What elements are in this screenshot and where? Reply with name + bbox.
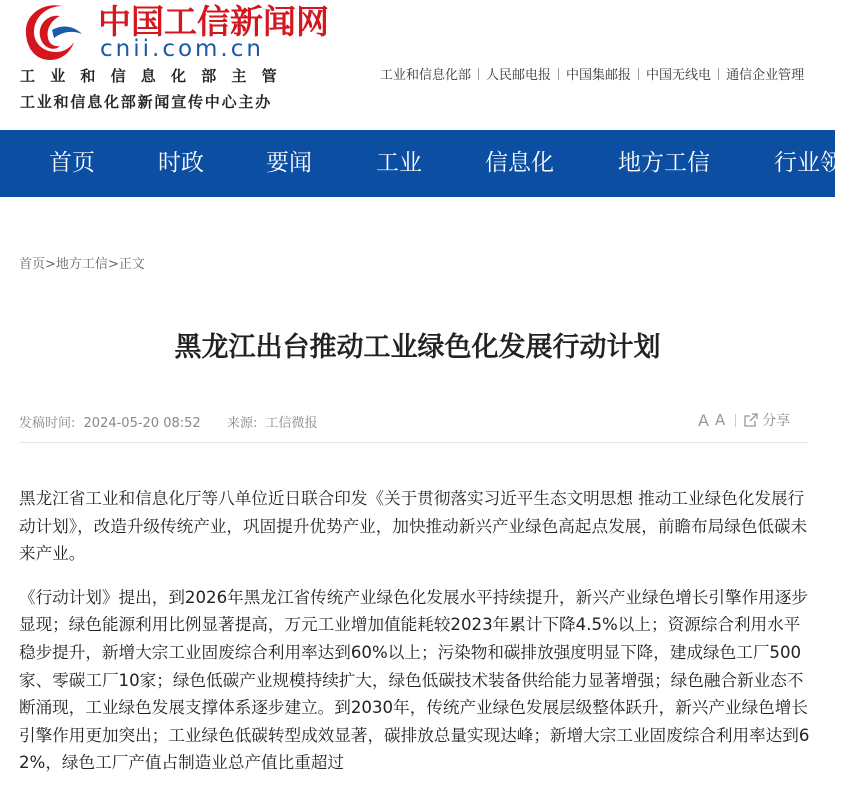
meta-divider — [19, 442, 809, 443]
article-meta — [19, 412, 322, 431]
cnii-logo-icon[interactable] — [18, 0, 84, 62]
article-paragraph: 黑龙江省工业和信息化厅等八单位近日联合印发《关于贯彻落实习近平生态文明思想 推动工业绿色化发展行动计划》，改造升级传统产业，巩固提升优势产业，加快推动新兴产业绿色高起点发展，前瞻布局绿色低碳未来产业。 — [19, 489, 808, 564]
font-decrease-button[interactable]: A — [714, 411, 726, 429]
share-label: 分享 — [762, 413, 791, 429]
nav-local[interactable]: 地方工信 — [618, 150, 710, 176]
breadcrumb-current: 正文 — [118, 257, 145, 272]
site-domain: cnii.com.cn — [100, 36, 264, 62]
nav-informatization[interactable]: 信息化 — [485, 150, 554, 176]
article-paragraph: 《行动计划》提出，到2026年黑龙江省传统产业绿色化发展水平持续提升，新兴产业绿色增长引擎作用逐步显现；绿色能源利用比例显著提高，万元工业增加值能耗较2023年累计下降4.5%以上；资源综合利用水平稳步提升，新增大宗工业固废综合利用率达到60%以上；污染物和碳排放强度明显下降，建成绿色工厂500家、零碳工厂10家；绿色低碳产业规模持续扩大，绿色低碳技术装备供给能力显著增强；绿色融合新业态不断涌现，工业绿色发展支撑体系逐步建立。到2030年，传统产业绿色发展层级整体跃升，新兴产业绿色增长引擎作用更加突出；工业绿色低碳转型成效显著，碳排放总量实现达峰；新增大宗工业固废综合利用率达到62%，绿色工厂产值占制造业总产值比重超过 — [19, 587, 810, 773]
toplink-txqygl[interactable]: 通信企业管理 — [726, 68, 805, 83]
article-tools — [698, 410, 790, 430]
article-body — [19, 485, 815, 793]
share-button[interactable] — [744, 410, 790, 430]
main-nav — [0, 130, 843, 197]
toplink-separator — [718, 68, 719, 80]
source-name: 工信微报 — [265, 416, 318, 431]
toplink-separator — [638, 68, 639, 80]
nav-home[interactable]: 首页 — [49, 150, 95, 176]
nav-headlines[interactable]: 要闻 — [266, 150, 312, 176]
font-increase-button[interactable]: A — [698, 410, 709, 430]
site-name[interactable]: 中国工信新闻网 — [98, 2, 329, 41]
toplink-separator — [558, 68, 559, 80]
nav-industry[interactable]: 工业 — [376, 150, 422, 176]
publish-time: 2024-05-20 08:52 — [83, 416, 201, 431]
breadcrumb-separator: > — [107, 257, 119, 272]
breadcrumb — [19, 253, 145, 272]
supervisor-text: 工业和信息化部主管 — [20, 67, 292, 85]
tool-separator — [735, 414, 736, 427]
publish-label: 发稿时间: — [19, 416, 76, 431]
site-header — [0, 0, 835, 130]
toplink-rmydb[interactable]: 人民邮电报 — [486, 68, 552, 83]
toplink-zgwxd[interactable]: 中国无线电 — [646, 68, 712, 83]
breadcrumb-local[interactable]: 地方工信 — [55, 257, 108, 272]
breadcrumb-home[interactable]: 首页 — [19, 257, 46, 272]
breadcrumb-separator: > — [45, 257, 56, 272]
nav-politics[interactable]: 时政 — [158, 150, 204, 176]
toplink-miit[interactable]: 工业和信息化部 — [380, 68, 472, 83]
nav-sector[interactable]: 行业领 — [774, 150, 843, 176]
share-icon — [744, 413, 758, 427]
sponsor-text: 工业和信息化部新闻宣传中心主办 — [20, 93, 273, 111]
toplink-separator — [478, 68, 479, 80]
source-label: 来源: — [226, 416, 258, 431]
toplink-zgjyb[interactable]: 中国集邮报 — [566, 68, 632, 83]
top-links — [380, 64, 804, 83]
article-title: 黑龙江出台推动工业绿色化发展行动计划 — [174, 332, 661, 363]
